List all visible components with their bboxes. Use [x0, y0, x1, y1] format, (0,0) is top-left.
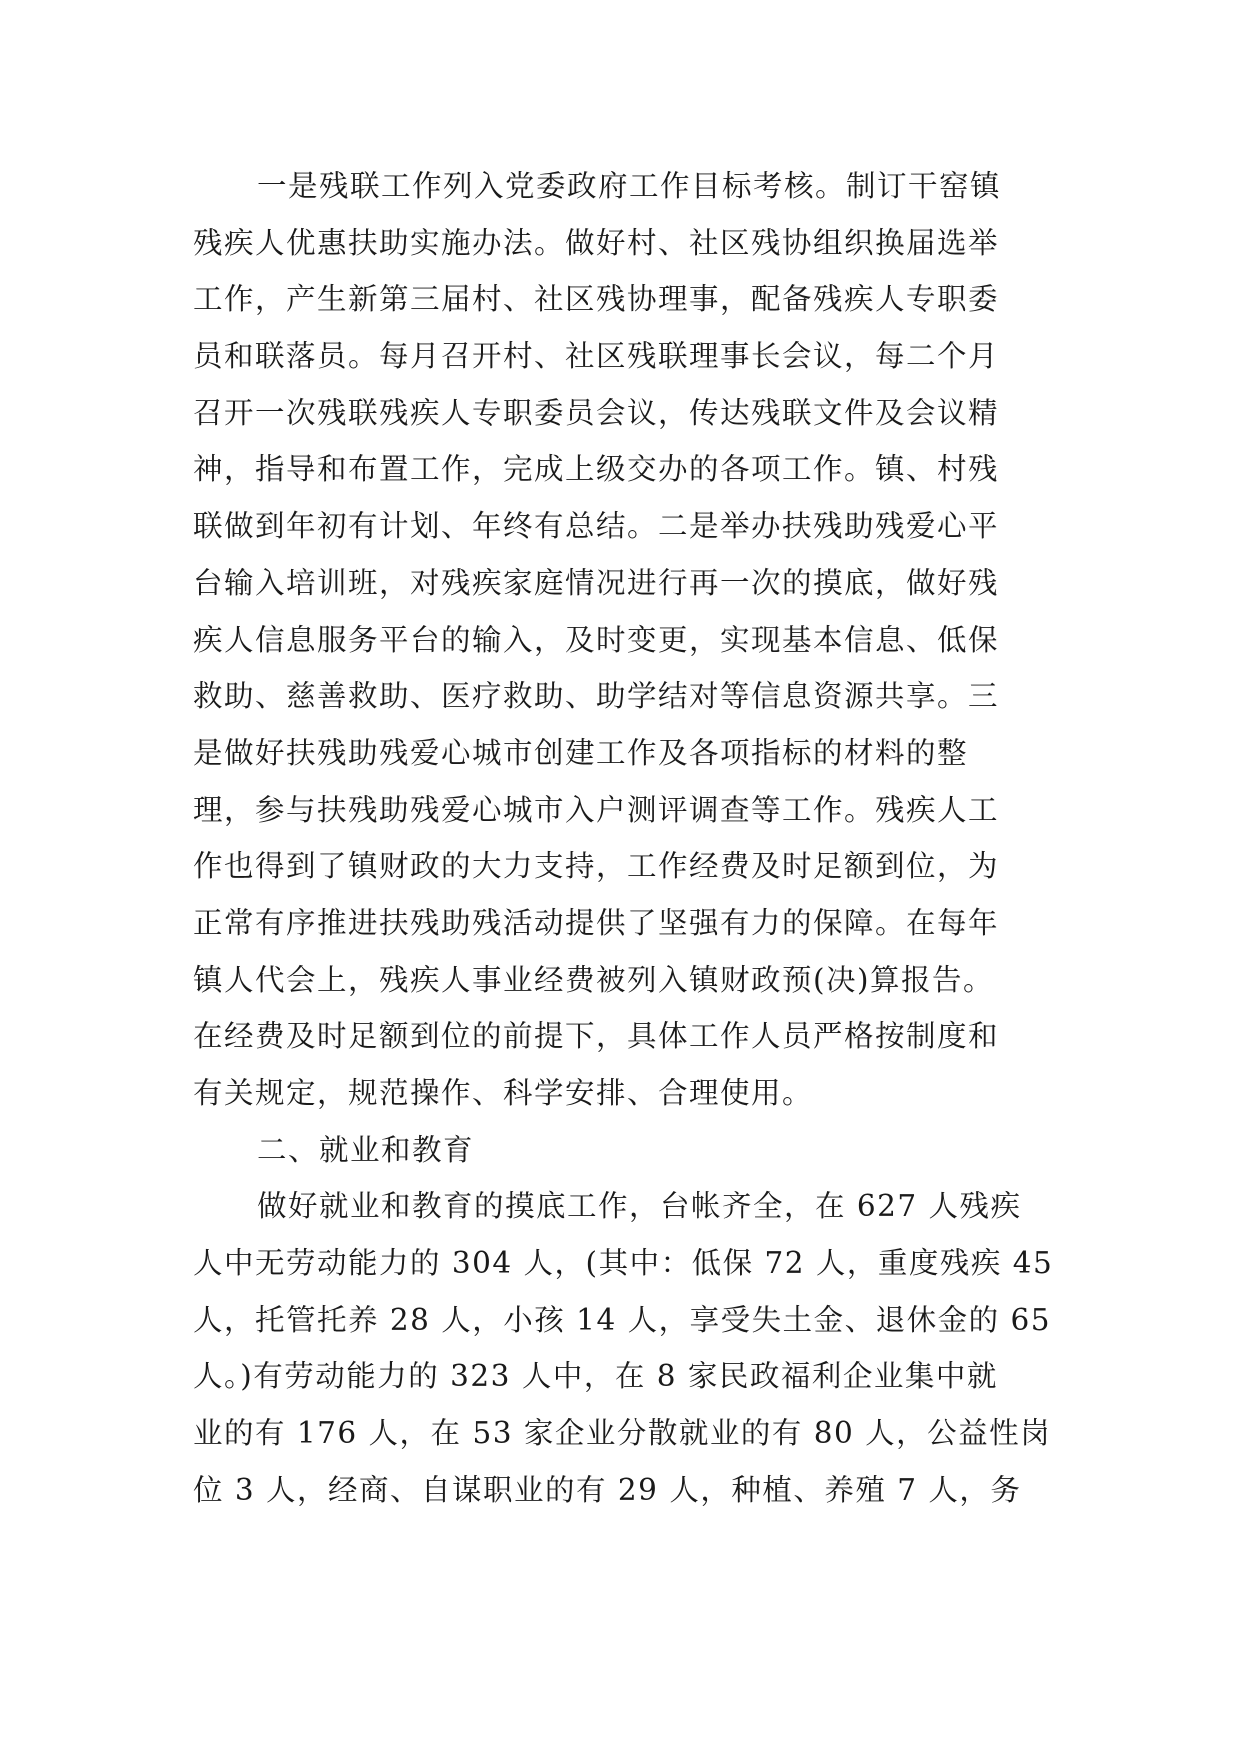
text-line: 是做好扶残助残爱心城市创建工作及各项指标的材料的整 — [193, 735, 969, 770]
text-line: 召开一次残联残疾人专职委员会议，传达残联文件及会议精 — [193, 395, 1000, 430]
text-line: 人，托管托养 28 人，小孩 14 人，享受失土金、退休金的 65 — [193, 1302, 1051, 1337]
text-line: 疾人信息服务平台的输入，及时变更，实现基本信息、低保 — [193, 622, 1000, 657]
text-line: 人中无劳动能力的 304 人，(其中：低保 72 人，重度残疾 45 — [193, 1246, 1054, 1281]
paragraph-first-line: 二、就业和教育 — [257, 1132, 475, 1167]
text-line: 镇人代会上，残疾人事业经费被列入镇财政预(决)算报告。 — [193, 962, 995, 997]
text-line: 联做到年初有计划、年终有总结。二是举办扶残助残爱心平 — [193, 509, 1000, 544]
paragraph-first-line: 一是残联工作列入党委政府工作目标考核。制订干窑镇 — [257, 169, 1002, 203]
document-body-text — [193, 158, 1065, 1519]
text-line: 作也得到了镇财政的大力支持，工作经费及时足额到位，为 — [193, 849, 1000, 884]
text-line: 理，参与扶残助残爱心城市入户测评调查等工作。残疾人工 — [193, 792, 1000, 827]
text-line: 神，指导和布置工作，完成上级交办的各项工作。镇、村残 — [193, 452, 1000, 487]
text-line: 工作，产生新第三届村、社区残协理事，配备残疾人专职委 — [193, 282, 1000, 317]
text-line: 正常有序推进扶残助残活动提供了坚强有力的保障。在每年 — [193, 905, 1000, 940]
text-line: 人。)有劳动能力的 323 人中，在 8 家民政福利企业集中就 — [193, 1359, 998, 1394]
paragraph-first-line: 做好就业和教育的摸底工作，台帐齐全，在 627 人残疾 — [257, 1189, 1022, 1224]
text-line: 残疾人优惠扶助实施办法。做好村、社区残协组织换届选举 — [193, 225, 1000, 260]
text-line: 业的有 176 人，在 53 家企业分散就业的有 80 人，公益性岗 — [193, 1416, 1052, 1451]
text-line: 救助、慈善救助、医疗救助、助学结对等信息资源共享。三 — [193, 679, 1000, 714]
text-line: 在经费及时足额到位的前提下，具体工作人员严格按制度和 — [193, 1019, 1000, 1054]
text-line: 台输入培训班，对残疾家庭情况进行再一次的摸底，做好残 — [193, 565, 1000, 600]
text-line: 有关规定，规范操作、科学安排、合理使用。 — [193, 1076, 814, 1110]
text-line: 员和联落员。每月召开村、社区残联理事长会议，每二个月 — [193, 339, 1000, 374]
text-line: 位 3 人，经商、自谋职业的有 29 人，种植、养殖 7 人，务 — [193, 1472, 1022, 1507]
